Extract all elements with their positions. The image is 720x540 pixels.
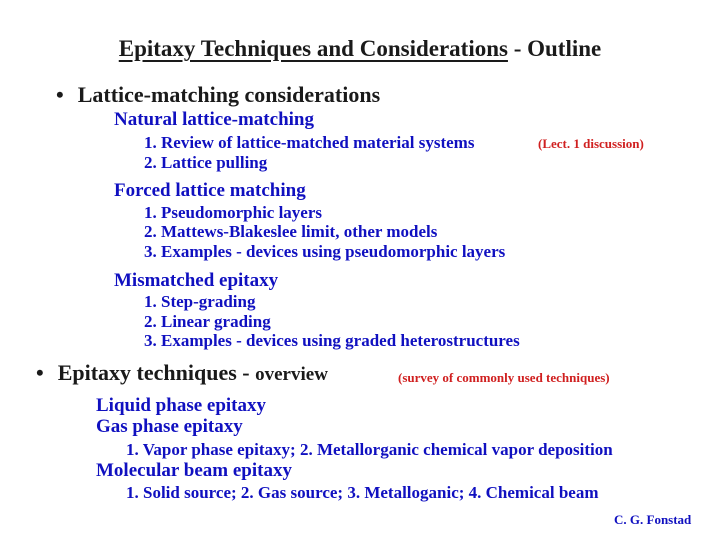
technique-subline: 1. Vapor phase epitaxy; 2. Metallorganic chemical vapor deposition	[126, 440, 613, 459]
list-item: 2. Mattews-Blakeslee limit, other models	[144, 222, 438, 241]
technique-subline: 1. Solid source; 2. Gas source; 3. Metalloganic; 4. Chemical beam	[126, 483, 599, 502]
list-item: 3. Examples - devices using pseudomorphic layers	[144, 242, 506, 261]
section-techniques-heading: • Epitaxy techniques - overview	[36, 360, 328, 385]
group-mismatched-heading: Mismatched epitaxy	[114, 270, 279, 291]
group-natural-heading: Natural lattice-matching	[114, 109, 314, 130]
list-item: 1. Pseudomorphic layers	[144, 203, 323, 222]
author-credit: C. G. Fonstad	[614, 512, 692, 527]
list-item: 3. Examples - devices using graded heterostructures	[144, 331, 520, 350]
bullet-icon: •	[56, 82, 64, 107]
bullet-icon: •	[36, 360, 44, 385]
page-title	[0, 36, 720, 62]
list-item: 2. Linear grading	[144, 312, 271, 331]
list-item: 1. Step-grading	[144, 292, 256, 311]
title-main: Epitaxy Techniques and Considerations	[118, 36, 508, 61]
title-suffix: - Outline	[507, 36, 602, 61]
list-item: 2. Lattice pulling	[144, 153, 268, 172]
technique-line: Molecular beam epitaxy	[96, 460, 292, 481]
survey-note: (survey of commonly used techniques)	[398, 370, 610, 385]
lecture-note: (Lect. 1 discussion)	[538, 136, 644, 151]
section-lattice-heading: • Lattice-matching considerations	[56, 82, 381, 107]
technique-line: Liquid phase epitaxy	[96, 395, 266, 416]
group-forced-heading: Forced lattice matching	[114, 180, 306, 201]
heading-suffix: overview	[255, 364, 328, 385]
list-item: 1. Review of lattice-matched material systems	[144, 133, 475, 152]
technique-line: Gas phase epitaxy	[96, 416, 243, 437]
